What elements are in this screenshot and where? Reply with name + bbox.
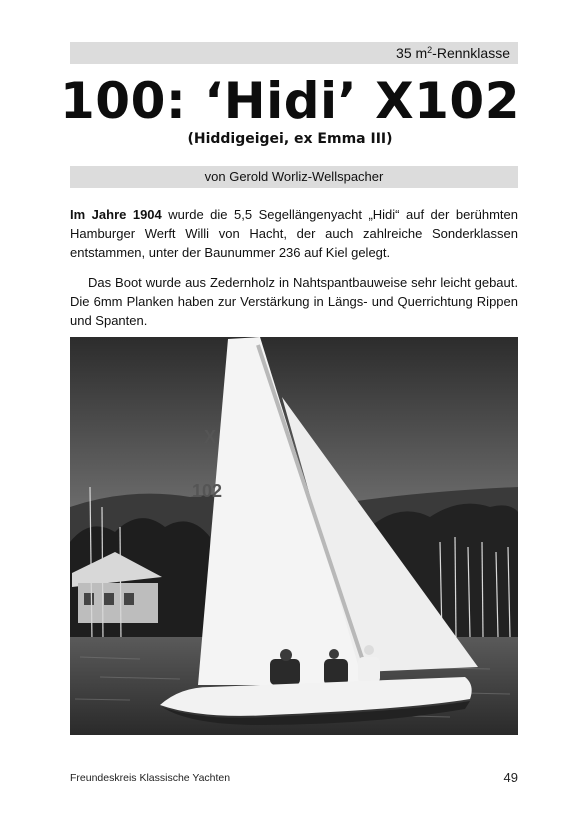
category-prefix: 35 m xyxy=(396,45,428,61)
paragraph-intro xyxy=(70,205,518,262)
category-suffix: -Rennklasse xyxy=(432,45,510,61)
article-title: 100: ‘Hidi’ X102 xyxy=(59,72,520,130)
article-subtitle: (Hiddigeigei, ex Emma III) xyxy=(187,131,393,147)
author-bar xyxy=(70,166,518,188)
sailboat-photo xyxy=(70,337,518,735)
category-bar xyxy=(70,42,518,64)
category-superscript: 2 xyxy=(427,45,433,55)
sail-letter: X xyxy=(204,427,217,447)
paragraph-intro-lead: Im Jahre 1904 xyxy=(70,207,162,222)
sail-number: 102 xyxy=(192,481,223,501)
author-line: von Gerold Worliz-Wellspacher xyxy=(204,169,384,184)
paragraph-intro-body: wurde die 5,5 Segellängenyacht „Hidi“ auf der berühmten Hamburger Werft Willi von Hacht, der auch zahlreiche Sonderklassen entstammen, unter der Baunummer 236 auf Kiel gelegt. xyxy=(70,207,518,260)
footer-publisher: Freundeskreis Klassische Yachten xyxy=(70,772,231,784)
page-number: 49 xyxy=(503,770,518,785)
paragraph-construction: Das Boot wurde aus Zedernholz in Nahtspantbauweise sehr leicht gebaut. Die 6mm Planken haben zur Verstärkung in Längs- und Querrichtung Rippen und Spanten. xyxy=(70,275,518,328)
